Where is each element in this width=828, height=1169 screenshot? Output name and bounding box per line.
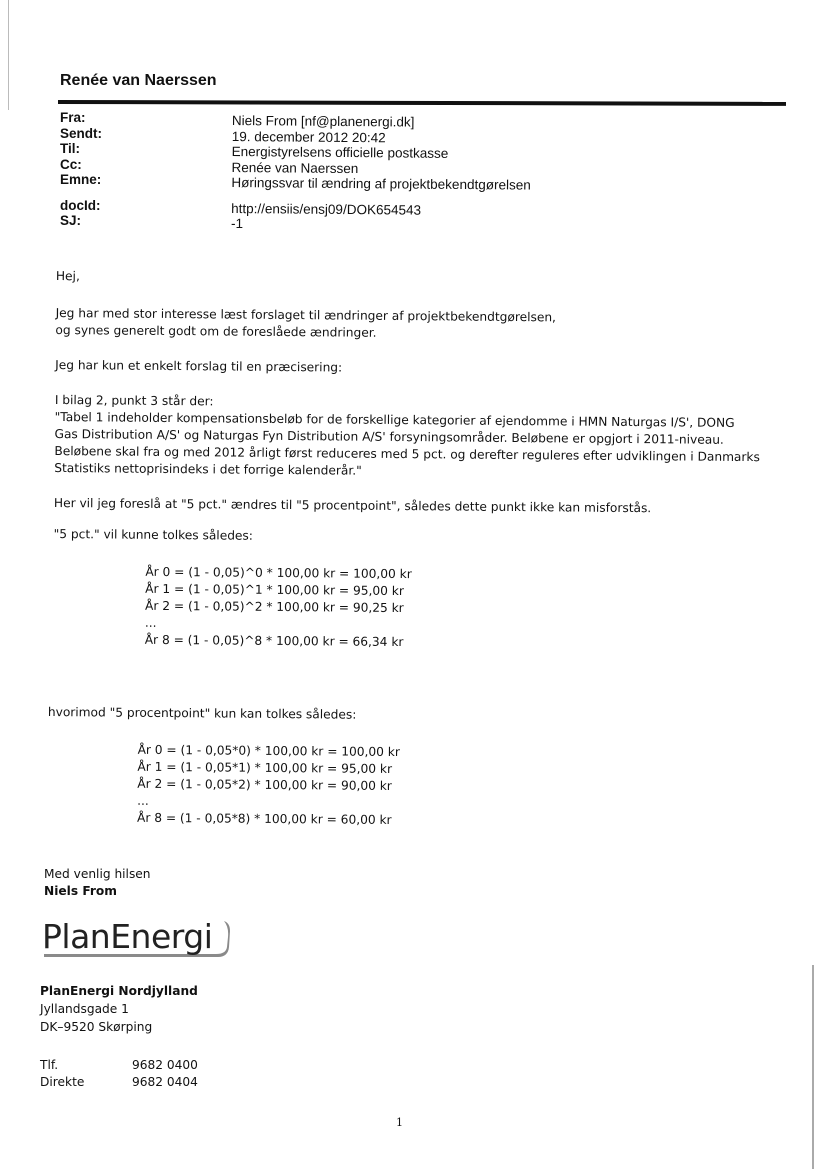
paragraph-1-line-1: Jeg har med stor interesse læst forslaget til ændringer af projektbekendtgørelsen, <box>55 305 557 325</box>
quote-line-1: "Tabel 1 indeholder kompensationsbeløb for de forskellige kategorier af ejendomme i HMN Naturgas I/S', DONG <box>54 409 735 430</box>
interpretation-2-ellipsis: ... <box>137 793 149 808</box>
header-labels <box>60 110 102 229</box>
signature-name: Niels From <box>44 884 117 898</box>
label-to: Til: <box>60 141 80 156</box>
interpretation-2-year-1: År 1 = (1 - 0,05*1) * 100,00 kr = 95,00 kr <box>137 759 393 777</box>
value-subject: Høringssvar til ændring af projektbekendtgørelsen <box>231 174 531 193</box>
label-subject: Emne: <box>60 172 102 187</box>
value-cc: Renée van Naerssen <box>231 159 359 176</box>
scan-edge-left <box>8 0 9 110</box>
planenergi-logo <box>42 917 232 965</box>
company-street: Jyllandsgade 1 <box>40 1002 129 1016</box>
phone-label: Tlf. <box>40 1058 59 1072</box>
interpretation-2-year-2: År 2 = (1 - 0,05*2) * 100,00 kr = 90,00 kr <box>137 776 392 794</box>
company-block <box>40 982 198 1036</box>
paragraph-2: Jeg har kun et enkelt forslag til en præcisering: <box>55 357 343 375</box>
direct-label: Direkte <box>40 1075 85 1089</box>
email-body <box>53 268 786 654</box>
header-rule <box>58 100 786 106</box>
interpretation-1-year-0: År 0 = (1 - 0,05)^0 * 100,00 kr = 100,00 kr <box>145 564 412 582</box>
header-values <box>231 113 531 234</box>
email-body-continued <box>47 704 778 832</box>
value-sent: 19. december 2012 20:42 <box>231 128 386 145</box>
greeting: Hej, <box>55 268 80 284</box>
quote-line-4: Statistiks nettoprisindeks i det forrige kalenderår." <box>54 460 362 478</box>
quote-line-2: Gas Distribution A/S' og Naturgas Fyn Distribution A/S' forsyningsområder. Beløbene er opgjort i 2011-niveau. <box>54 426 724 447</box>
company-city: DK–9520 Skørping <box>40 1020 153 1034</box>
value-from: Niels From [nf@planenergi.dk] <box>231 113 415 130</box>
signature <box>44 866 151 900</box>
interpretation-2-year-0: År 0 = (1 - 0,05*0) * 100,00 kr = 100,00 kr <box>137 742 400 760</box>
interpretation-1-year-1: År 1 = (1 - 0,05)^1 * 100,00 kr = 95,00 kr <box>145 581 404 599</box>
closing: Med venlig hilsen <box>44 867 151 881</box>
label-docid: docId: <box>60 197 101 213</box>
phone-row <box>40 1057 198 1074</box>
logo-text: PlanEnergi <box>42 917 213 956</box>
paragraph-1-line-2: og synes generelt godt om de foreslåede ændringer. <box>55 322 377 340</box>
interpretation-1-year-8: År 8 = (1 - 0,05)^8 * 100,00 kr = 66,34 kr <box>144 632 404 650</box>
interpretation-1-ellipsis: ... <box>144 615 157 630</box>
value-sj: -1 <box>230 215 244 232</box>
sender-name: Renée van Naerssen <box>60 72 217 89</box>
direct-row <box>40 1074 198 1091</box>
quote-line-3: Beløbene skal fra og med 2012 årligt først reduceres med 5 pct. og derefter reguleres efter udviklingen i Danmarks <box>54 443 760 465</box>
label-sj: SJ: <box>60 213 82 228</box>
page-number: 1 <box>396 1116 403 1129</box>
interpretation-1-intro: "5 pct." vil kunne tolkes således: <box>53 526 253 543</box>
interpretation-2-year-8: År 8 = (1 - 0,05*8) * 100,00 kr = 60,00 kr <box>136 810 392 828</box>
scan-edge-right <box>812 965 814 1169</box>
interpretation-1-year-2: År 2 = (1 - 0,05)^2 * 100,00 kr = 90,25 kr <box>144 598 404 616</box>
label-cc: Cc: <box>60 156 82 172</box>
phone-block <box>40 1057 198 1091</box>
phone-number: 9682 0400 <box>132 1058 198 1072</box>
direct-number: 9682 0404 <box>132 1075 198 1089</box>
quote-intro: I bilag 2, punkt 3 står der: <box>54 392 214 409</box>
interpretation-2-intro: hvorimod "5 procentpoint" kun kan tolkes således: <box>47 704 357 722</box>
label-from: Fra: <box>60 110 86 125</box>
proposal: Her vil jeg foreslå at "5 pct." ændres til "5 procentpoint", således dette punkt ikke kan misforstås. <box>53 495 652 516</box>
value-docid: http://ensiis/ensj09/DOK654543 <box>231 200 422 218</box>
value-to: Energistyrelsens officielle postkasse <box>231 143 449 161</box>
label-sent: Sendt: <box>60 125 102 141</box>
company-name: PlanEnergi Nordjylland <box>40 984 198 998</box>
